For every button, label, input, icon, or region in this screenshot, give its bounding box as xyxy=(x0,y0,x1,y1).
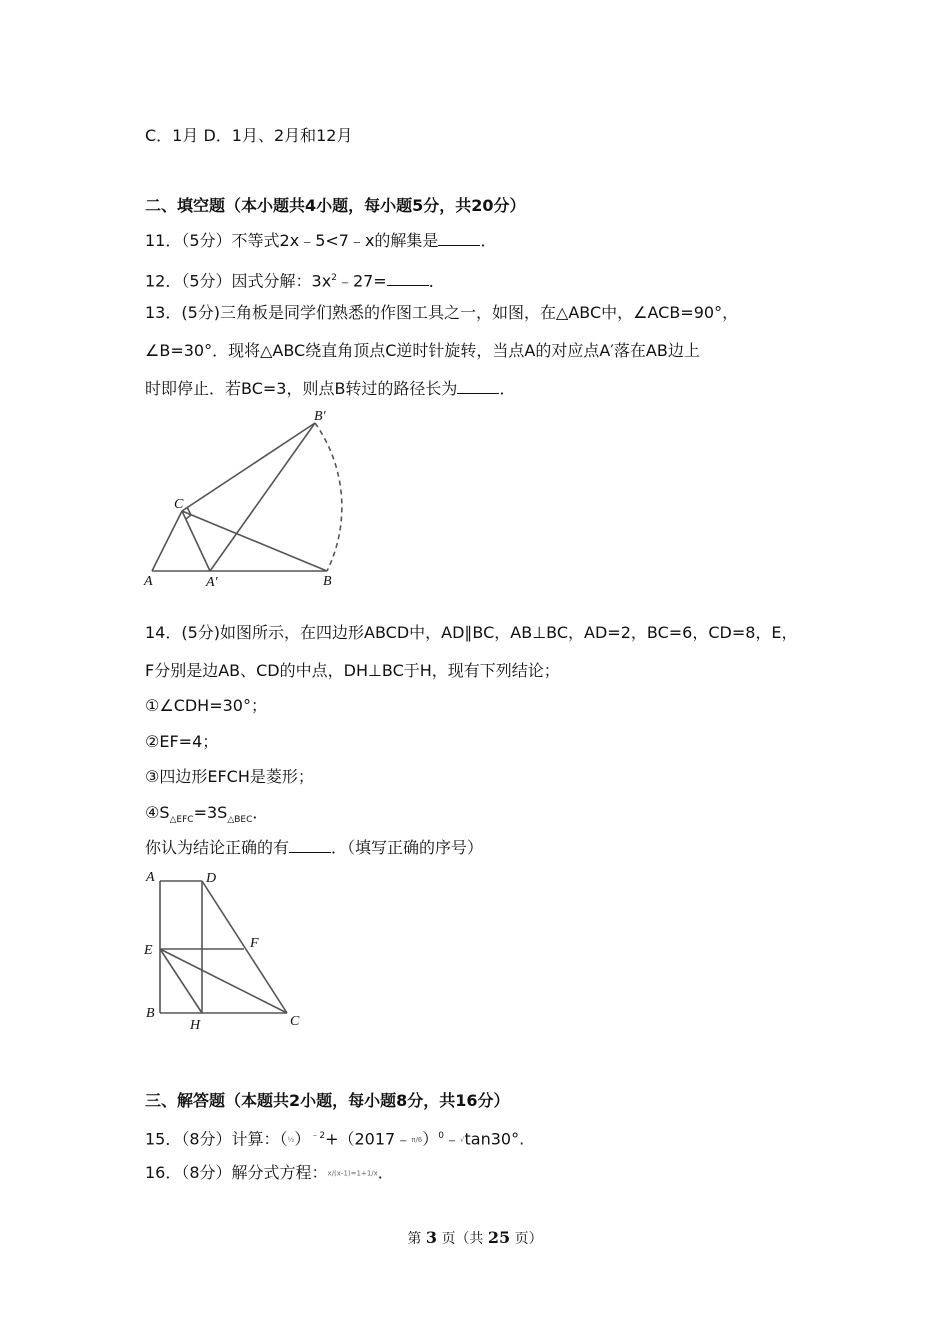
top-options: C．1月 D．1月、2月和12月 xyxy=(145,126,353,145)
segment-cb xyxy=(182,511,327,571)
c4-sub1: △EFC xyxy=(169,815,194,826)
q13-text: 时即停止．若BC=3，则点B转过的路径长为 xyxy=(145,379,458,398)
section3-heading: 三、解答题（本题共2小题，每小题8分，共16分） xyxy=(145,1091,510,1110)
question-13-line1: 13．(5分)三角板是同学们熟悉的作图工具之一，如图，在△ABC中，∠ACB=90°， xyxy=(145,303,739,322)
quadrilateral-figure xyxy=(140,865,320,1035)
total-pages: 25 xyxy=(487,1228,511,1247)
label-f: F xyxy=(250,936,259,951)
conclusion-1: ①∠CDH=30°； xyxy=(145,696,267,715)
label-b: B xyxy=(146,1006,155,1021)
label-a: A xyxy=(146,870,155,885)
question-13-line3 xyxy=(145,378,515,400)
page-number: 3 xyxy=(425,1228,437,1247)
q16-text: 16．（8分）解分式方程： xyxy=(145,1163,328,1182)
answer-blank xyxy=(387,271,429,286)
segment-cb-prime xyxy=(182,423,315,511)
q15-exponent-1: ﹣2 xyxy=(310,1131,326,1141)
question-14-line1: 14．(5分)如图所示，在四边形ABCD中，AD∥BC，AB⊥BC，AD=2，BC=6，CD=8，E， xyxy=(145,623,798,642)
label-c: C xyxy=(290,1014,300,1029)
q15-p4: ） xyxy=(422,1129,439,1149)
question-13-line2: ∠B=30°．现将△ABC绕直角顶点C逆时针旋转，当点A的对应点A′落在AB边上 xyxy=(145,341,700,360)
c4-end: ． xyxy=(252,803,269,822)
answer-blank xyxy=(457,379,499,394)
section2-heading: 二、填空题（本小题共4小题，每小题5分，共20分） xyxy=(145,196,526,215)
label-h: H xyxy=(190,1018,201,1033)
question-15 xyxy=(145,1125,524,1151)
q14-answer-end: ．（填写正确的序号） xyxy=(331,838,484,857)
fraction-pi-over-6: π/6 xyxy=(411,1135,423,1144)
triangle-rotation-figure xyxy=(140,405,380,590)
q13-end: ． xyxy=(499,379,516,398)
c4-mid: =3S xyxy=(193,803,228,822)
q14-answer-text: 你认为结论正确的有 xyxy=(145,838,290,857)
segment-eh xyxy=(160,949,202,1013)
answer-blank xyxy=(438,231,480,246)
label-a: A xyxy=(144,574,153,589)
question-12 xyxy=(145,267,445,292)
q12-mid: ﹣27= xyxy=(336,271,387,291)
label-d: D xyxy=(206,871,217,886)
segment-dc xyxy=(202,881,287,1013)
answer-blank xyxy=(289,838,331,853)
label-a-prime: A′ xyxy=(206,575,218,590)
label-b-prime: B′ xyxy=(314,409,326,424)
footer-post: 页） xyxy=(514,1231,543,1247)
footer-pre: 第 xyxy=(407,1231,422,1247)
q15-p2: ） xyxy=(294,1129,311,1149)
q12-exponent: 2 xyxy=(331,273,337,283)
conclusion-3: ③四边形EFCH是菱形； xyxy=(145,767,314,786)
label-c: C xyxy=(174,497,184,512)
rotation-arc xyxy=(315,423,342,571)
q12-end: ． xyxy=(428,271,445,291)
fraction-one-half: ½ xyxy=(287,1135,295,1144)
c4-sub2: △BEC xyxy=(227,815,253,826)
question-16 xyxy=(145,1162,394,1185)
conclusion-4 xyxy=(145,802,268,831)
q15-p3: +（2017﹣ xyxy=(325,1129,412,1149)
q11-end: ． xyxy=(480,231,497,250)
sqrt-symbol: √ xyxy=(460,1135,465,1144)
segment-a-prime-b-prime xyxy=(210,423,315,571)
fraction-equation: x/(x-1)=1+1/x xyxy=(327,1169,378,1178)
footer-mid: 页（共 xyxy=(441,1231,484,1247)
q15-text: 15．（8分）计算：（ xyxy=(145,1129,288,1149)
q11-text: 11．（5分）不等式2x﹣5<7﹣x的解集是 xyxy=(145,231,439,250)
question-14-line2: F分别是边AB、CD的中点，DH⊥BC于H，现有下列结论； xyxy=(145,661,560,680)
label-b: B xyxy=(323,574,332,589)
segment-ac xyxy=(152,511,182,571)
label-e: E xyxy=(144,943,153,958)
conclusion-2: ②EF=4； xyxy=(145,732,219,751)
q15-p6: tan30°. xyxy=(464,1129,525,1149)
page-footer xyxy=(0,1228,950,1248)
segment-ec xyxy=(160,949,287,1013)
q16-end: ． xyxy=(377,1163,394,1182)
q12-text: 12．（5分）因式分解：3x xyxy=(145,271,332,291)
question-14-answer xyxy=(145,837,483,859)
question-11 xyxy=(145,230,496,252)
q15-p5: ﹣ xyxy=(444,1129,461,1149)
q15-exponent-2: 0 xyxy=(438,1131,445,1141)
c4-s1: ④S xyxy=(145,803,170,822)
